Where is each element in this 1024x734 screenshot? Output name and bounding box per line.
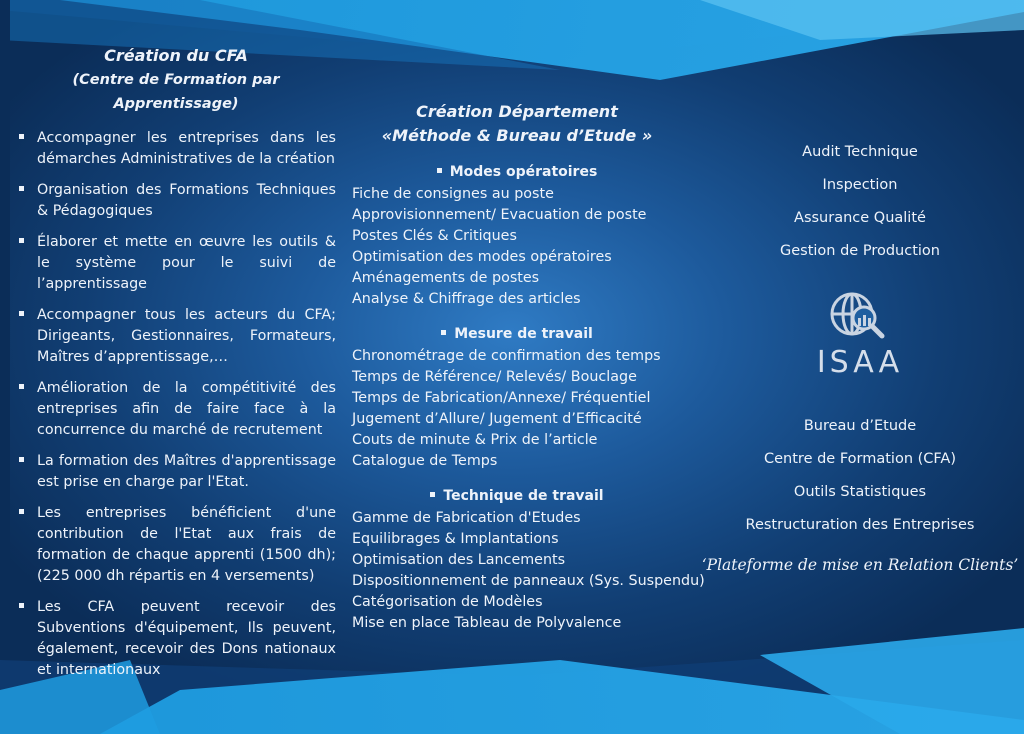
- list-item: Dispositionnement de panneaux (Sys. Suspendu): [352, 573, 705, 589]
- technique-list: [352, 508, 705, 634]
- service-item: Outils Statistiques: [793, 484, 927, 500]
- section-heading-modes: Modes opératoires: [352, 162, 682, 182]
- left-bullet-list: [16, 128, 336, 681]
- service-item: Centre de Formation (CFA): [764, 451, 956, 467]
- list-item: Approvisionnement/ Evacuation de poste: [352, 207, 647, 223]
- service-item: Audit Technique: [802, 144, 918, 160]
- service-item: Assurance Qualité: [794, 210, 926, 226]
- mesure-list: [352, 346, 692, 472]
- left-title: Création du CFA: [104, 46, 248, 65]
- list-item: Élaborer et mette en œuvre les outils & le système pour le suivi de l’apprentissage: [16, 232, 336, 295]
- globe-people-magnifier-icon: [832, 294, 882, 336]
- list-item: Catégorisation de Modèles: [352, 594, 543, 610]
- list-item: Les CFA peuvent recevoir des Subventions d'équipement, Ils peuvent, également, recevoir des Dons nationaux et internationaux: [16, 597, 336, 681]
- service-item: Gestion de Production: [780, 243, 940, 259]
- modes-list: [352, 184, 692, 310]
- service-item: Inspection: [822, 177, 898, 193]
- right-column: [690, 136, 1024, 574]
- list-item: Organisation des Formations Techniques & Pédagogiques: [16, 180, 336, 222]
- list-item: Equilibrages & Implantations: [352, 531, 559, 547]
- section-heading-technique: Technique de travail: [352, 486, 682, 506]
- list-item: Jugement d’Allure/ Jugement d’Efficacité: [352, 411, 642, 427]
- logo-wordmark: ISAA: [816, 345, 904, 380]
- square-bullet-icon: [441, 330, 446, 335]
- middle-title: Création Département: [416, 102, 618, 121]
- list-item: Temps de Fabrication/Annexe/ Fréquentiel: [352, 390, 651, 406]
- left-subtitle: (Centre de Formation par Apprentissage): [72, 72, 280, 112]
- list-item: Optimisation des modes opératoires: [352, 249, 612, 265]
- list-item: Gamme de Fabrication d'Etudes: [352, 510, 581, 526]
- list-item: Catalogue de Temps: [352, 453, 498, 469]
- list-item: Mise en place Tableau de Polyvalence: [352, 615, 622, 631]
- list-item: Couts de minute & Prix de l’article: [352, 432, 598, 448]
- service-item: Restructuration des Entreprises: [745, 517, 975, 533]
- list-item: Temps de Référence/ Relevés/ Bouclage: [352, 369, 637, 385]
- middle-column: [352, 100, 705, 634]
- square-bullet-icon: [430, 492, 435, 497]
- section-heading-mesure: Mesure de travail: [352, 324, 682, 344]
- list-item: Postes Clés & Critiques: [352, 228, 517, 244]
- left-column: [16, 44, 336, 691]
- list-item: Chronométrage de confirmation des temps: [352, 348, 661, 364]
- list-item: Amélioration de la compétitivité des entreprises afin de faire face à la concurrence du marché de recrutement: [16, 378, 336, 441]
- list-item: Les entreprises bénéficient d'une contribution de l'Etat aux frais de formation de chaque apprenti (1500 dh); (225 000 dh répartis en 4 versements): [16, 503, 336, 587]
- list-item: La formation des Maîtres d'apprentissage est prise en charge par l'Etat.: [16, 451, 336, 493]
- list-item: Fiche de consignes au poste: [352, 186, 554, 202]
- list-item: Accompagner tous les acteurs du CFA; Dirigeants, Gestionnaires, Formateurs, Maîtres d’apprentissage,…: [16, 305, 336, 368]
- square-bullet-icon: [437, 168, 442, 173]
- service-item: Bureau d’Etude: [803, 418, 917, 434]
- list-item: Analyse & Chiffrage des articles: [352, 291, 581, 307]
- left-edge: [0, 0, 10, 734]
- tagline: ‘Plateforme de mise en Relation Clients’: [701, 556, 1019, 574]
- isaa-logo: [790, 290, 930, 380]
- list-item: Optimisation des Lancements: [352, 552, 566, 568]
- list-item: Aménagements de postes: [352, 270, 540, 286]
- middle-subtitle: «Méthode & Bureau d’Etude »: [381, 126, 653, 145]
- list-item: Accompagner les entreprises dans les démarches Administratives de la création: [16, 128, 336, 170]
